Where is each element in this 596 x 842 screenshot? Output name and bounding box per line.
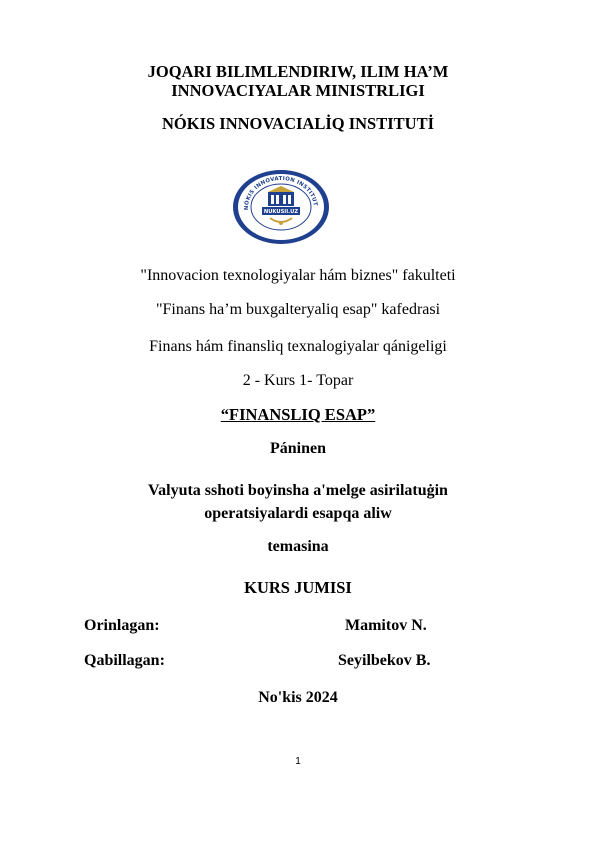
topic-suffix: temasina: [267, 538, 329, 555]
subject-title: “FINANSLIQ ESAP”: [220, 405, 376, 424]
institute-title: NÓKIS INNOVACIALİQ INSTITUTİ: [161, 114, 435, 133]
department-line: "Finans ha’m buxgalteryaliq esap" kafedrasi: [155, 301, 441, 318]
specialty-line: Finans hám finansliq texnalogiyalar qánigeligi: [149, 338, 447, 355]
performed-label: Orinlagan:: [84, 617, 160, 634]
topic-line-1: Valyuta sshoti boyinsha a'melge asirilatuġin: [148, 482, 448, 499]
work-type: KURS JUMISI: [244, 578, 352, 597]
course-line: 2 - Kurs 1- Topar: [242, 372, 354, 389]
ministry-line-2: INNOVACIYALAR MINISTRLIGI: [171, 81, 425, 100]
page-number: 1: [295, 756, 301, 767]
institute-logo: [230, 168, 332, 246]
logo-banner-text: NUKUSII.UZ: [263, 209, 299, 216]
city-year: No'kis 2024: [258, 689, 338, 706]
topic-title: [0, 479, 596, 525]
ministry-title: [0, 62, 596, 100]
subject-suffix: Páninen: [269, 440, 326, 457]
topic-line-2: operatsiyalardi esapqa aliw: [204, 505, 392, 522]
accepted-label: Qabillagan:: [84, 652, 165, 669]
accepted-name: Seyilbekov B.: [338, 652, 431, 669]
logo-ring-text: NÓKIS INNOVATION INSTITUT: [243, 175, 318, 211]
ministry-line-1: JOQARI BILIMLENDIRIW, ILIM HA’M: [147, 62, 449, 81]
faculty-line: "Innovacion texnologiyalar hám biznes" fakulteti: [140, 267, 456, 284]
performed-name: Mamitov N.: [345, 617, 427, 634]
